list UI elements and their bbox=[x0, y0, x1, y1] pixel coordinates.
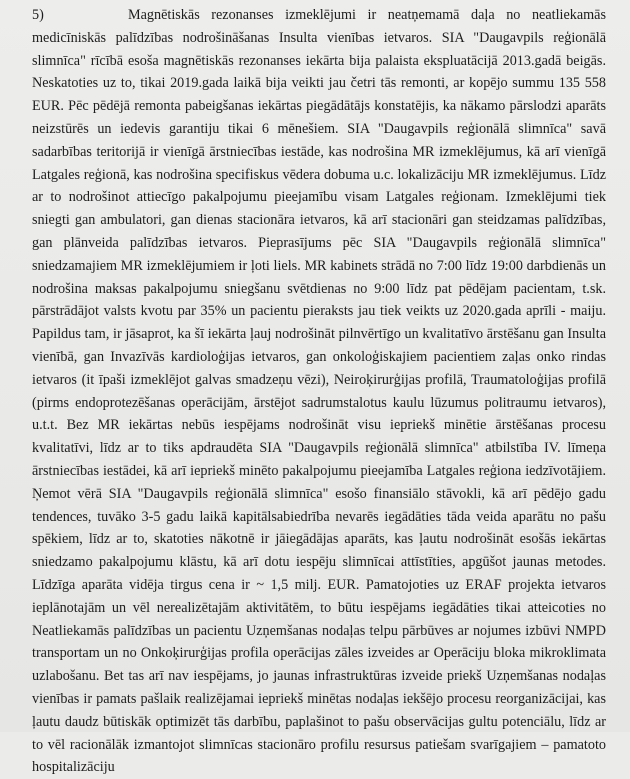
paragraph-text: Magnētiskās rezonanses izmeklējumi ir neatņemamā daļa no neatliekamās medicīniskās palīdzības nodrošināšanas Insulta vienības ietvaros. SIA "Daugavpils reģionālā slimnīca" rīcībā esoša magnētiskās rezonanses iekārta bija palaista ekspluatācijā 2013.gadā beigās. Neskatoties uz to, tikai 2019.gada laikā bija veikti jau četri tās remonti, ar kopējo summu 135 558 EUR. Pēc pēdējā remonta pabeigšanas iekārtas piegādātājs konstatējis, ka nākamo pārslodzi aparāts neizstūrēs un iedevis garantiju tikai 6 mēnešiem. SIA "Daugavpils reģionālā slimnīca" savā sadarbības teritorijā ir vienīgā ārstniecības iestāde, kas nodrošina MR izmeklējumus, kā arī vienīgā Latgales reģionā, kas nodrošina specifiskus vēdera dobuma u.c. lokalizāciju MR izmeklējumus. Līdz ar to nodrošinot attiecīgo pakalpojumu pieejamību visam Latgales reģionam. Izmeklējumi tiek sniegti gan ambulatori, gan dienas stacionāra ietvaros, kā arī stacionāri gan steidzamas palīdzības, gan plānveida palīdzības ietvaros. Pieprasījums pēc SIA "Daugavpils reģionālā slimnīca" sniedzamajiem MR izmeklējumiem ir ļoti liels. MR kabinets strādā no 7:00 līdz 19:00 darbdienās un nodrošina maksas pakalpojumu sniegšanu svētdienas no 9:00 līdz pat pēdējam pacientam, t.sk. pārstrādājot valsts kvotu par 35% un pacientu pieraksts jau tiek veikts uz 2020.gada aprīli - maiju. Papildus tam, ir jāsaprot, ka šī iekārta ļauj nodrošināt pilnvērtīgo un kvalitatīvo ārstēšanu gan Insulta vienībā, gan Invazīvās kardioloģijas ietvaros, gan onkoloģiskajiem pacientiem zaļas onko rindas ietvaros (it īpaši izmeklējot galvas smadzeņu vēzi), Neiroķirurģijas profilā, Traumatoloģijas profilā (pirms endoprotezēšanas operācijām, ārstējot sadrumstalotus kaulu lūzumus politraumu ietvaros), u.t.t. Bez MR iekārtas nebūs iespējams nodrošināt visu iepriekš minētie ārstēšanas procesu kvalitatīvi, līdz ar to tiks apdraudēta SIA "Daugavpils reģionālā slimnīca" atbilstība IV. līmeņa ārstniecības iestādei, kā arī iepriekš minēto pakalpojumu pieejamība Latgales reģiona iedzīvotājiem. Ņemot vērā SIA "Daugavpils reģionālā slimnīca" esošo finansiālo stāvokli, kā arī pēdējo gadu tendences, tuvāko 3-5 gadu laikā kapitālsabiedrība nevarēs iegādāties tāda veida aparātu no pašu spēkiem, līdz ar to, skatoties nākotnē ir jāiegādājas aparāts, kas ļautu nodrošināt esošās iekārtas sniedzamo pakalpojumu klāstu, kā arī dotu iespēju slimnīcai attīstīties, apgūšot jaunas metodes. Līdzīga aparāta vidēja tirgus cena ir ~ 1,5 milj. EUR. Pamatojoties uz ERAF projekta ietvaros ieplānotajām un vēl nerealizētajām aktivitātēm, to būtu iespējams iegādāties tikai atteicoties no Neatliekamās palīdzības un pacientu Uzņemšanas nodaļas telpu pārbūves ar nojumes izbūvi NMPD transportam un no Onkoķirurģijas profila operācijas zāles izveides ar Operāciju bloka mikroklimata uzlabošanu. Bet tas arī nav iespējams, jo jaunas infrastruktūras izveide priekš Uzņemšanas nodaļas vienības ir pamats pašlaik realizējamai iepriekš minētas nodaļas iekšējo procesu reorganizācijai, kas ļautu daudz būtiskāk optimizēt tās darbību, paplašinot to pašu observācijas gultu potenciālu, līdz ar to vēl racionālāk izmantojot slimnīcas stacionāro profilu resursus patiešam svarīgajiem – pamatoto hospitalizāciju bbox=[32, 7, 606, 776]
paragraph-body bbox=[32, 4, 606, 779]
numbered-paragraph bbox=[32, 4, 606, 779]
paragraph-number: 5) bbox=[32, 7, 44, 23]
